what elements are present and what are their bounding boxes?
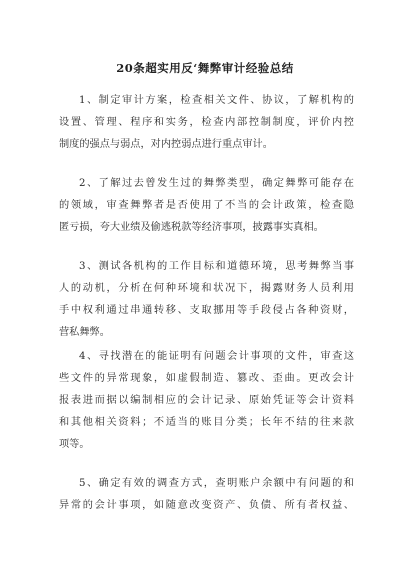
paragraph-line: 1、制定审计方案，检查相关文件、协议，了解机构的 bbox=[79, 95, 354, 106]
document-title: 20条超实用反‘舞弊审计经验总结 bbox=[116, 61, 294, 75]
paragraph-1 bbox=[59, 90, 354, 156]
paragraph-2 bbox=[59, 173, 354, 239]
paragraph-line: 营私舞弊。 bbox=[59, 327, 110, 338]
paragraph-line: 的领域，审查舞弊者是否使用了不当的会计政策，检查隐 bbox=[59, 200, 354, 211]
paragraph-line: 2、了解过去曾发生过的舞弊类型，确定舞弊可能存在 bbox=[79, 178, 354, 189]
paragraph-3 bbox=[59, 256, 354, 344]
paragraph-line: 项等。 bbox=[59, 439, 90, 450]
paragraph-line: 异常的会计事项，如随意改变资产、负债、所有者权益、 bbox=[59, 500, 354, 511]
paragraph-line: 人的动机，分析在何种环境和状况下，揭露财务人员利用 bbox=[59, 283, 354, 294]
paragraph-line: 设置、管理、程序和实务，检查内部控制制度，评价内控 bbox=[59, 117, 354, 128]
paragraph-line: 报表进而据以编制相应的会计记录、原始凭证等会计资料 bbox=[59, 395, 354, 406]
paragraph-4 bbox=[59, 346, 354, 456]
paragraph-line: 匿亏损，夸大业绩及偷逃税款等经济事项，披露事实真相。 bbox=[59, 222, 324, 233]
paragraph-line: 些文件的异常现象，如虚假制造、篡改、歪曲。更改会计 bbox=[59, 373, 354, 384]
paragraph-5 bbox=[59, 473, 354, 517]
paragraph-line: 5、确定有效的调查方式，查明账户余额中有问题的和 bbox=[79, 478, 354, 489]
paragraph-line: 3、测试各机构的工作目标和道德环境，思考舞弊当事 bbox=[79, 261, 354, 272]
paragraph-line: 和其他相关资料；不适当的账目分类；长年不结的往来款 bbox=[59, 417, 354, 428]
paragraph-line: 手中权利通过串通转移、支取挪用等手段侵占各种资财， bbox=[59, 305, 354, 316]
paragraph-line: 4、寻找潜在的能证明有问题会计事项的文件，审查这 bbox=[79, 351, 354, 362]
paragraph-line: 制度的强点与弱点，对内控弱点进行重点审计。 bbox=[59, 139, 273, 150]
